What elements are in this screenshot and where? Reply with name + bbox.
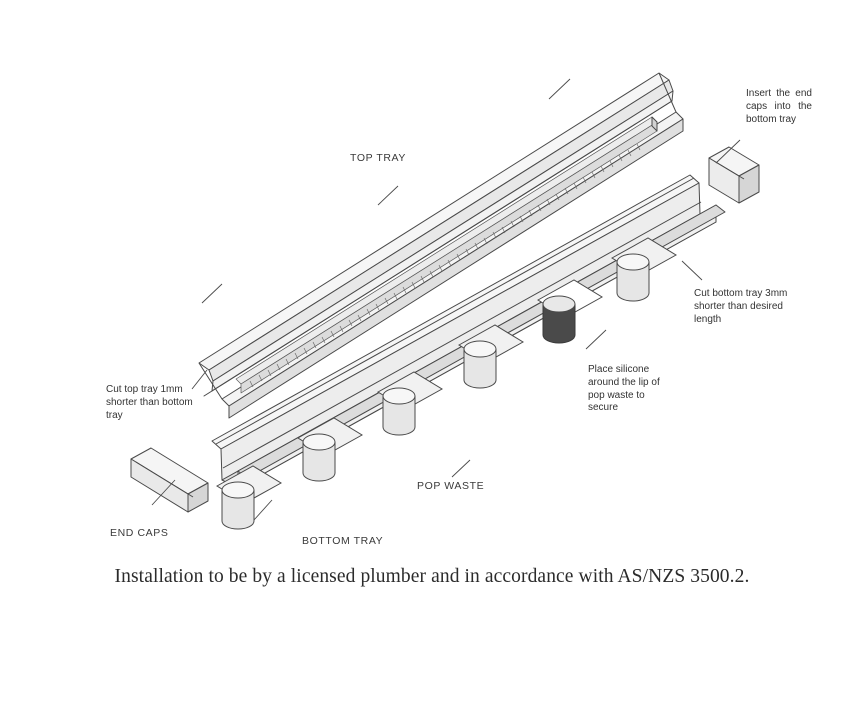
bottom-tray-label: BOTTOM TRAY xyxy=(302,535,384,547)
leader-cut-bottom-tray xyxy=(682,261,702,280)
installation-caption: Installation to be by a licensed plumber and in accordance with AS/NZS 3500.2. xyxy=(114,566,750,587)
leader-pop-waste xyxy=(452,460,470,477)
leader-place-silicone xyxy=(586,330,606,349)
cut-bottom-tray-note: Cut bottom tray 3mm shorter than desired length xyxy=(694,288,788,325)
leader-top-tray-arrow xyxy=(549,79,570,99)
end-caps-label: END CAPS xyxy=(110,527,169,539)
insert-end-caps-note: Insert the end caps into the bottom tray xyxy=(746,88,812,125)
place-silicone-note: Place silicone around the lip of pop waste to secure xyxy=(588,364,660,414)
pop-waste-label: POP WASTE xyxy=(417,480,485,492)
top-tray-label: TOP TRAY xyxy=(350,152,406,164)
end-cap-right xyxy=(709,147,759,203)
leader-top-tray xyxy=(378,186,398,205)
leader-cut-top-tray xyxy=(202,284,222,303)
leader-bottom-tray xyxy=(254,500,272,520)
end-cap-left xyxy=(131,448,208,512)
cut-top-tray-note: Cut top tray 1mm shorter than bottom tray xyxy=(106,384,193,421)
